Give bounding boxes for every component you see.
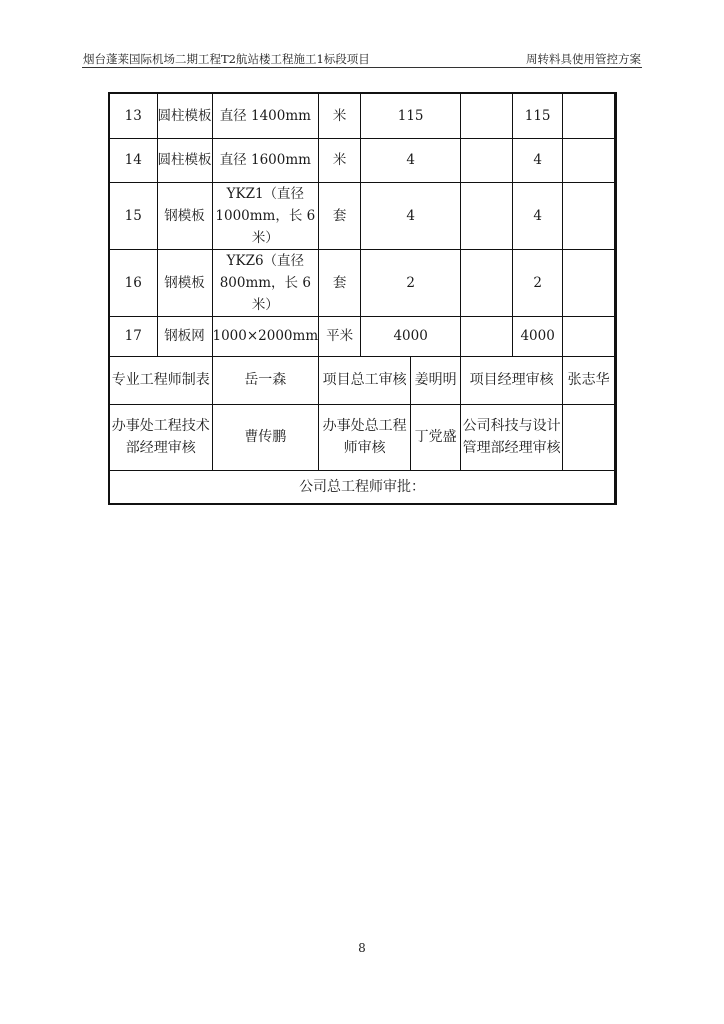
cell-qty2 — [461, 182, 513, 249]
cell-qty3: 4 — [513, 182, 563, 249]
approval-row — [109, 470, 616, 504]
header-project-title: 烟台蓬莱国际机场二期工程T2航站楼工程施工1标段项目 — [83, 52, 370, 66]
sig-name: 曹传鹏 — [212, 404, 319, 470]
table-row — [109, 138, 616, 182]
cell-qty1: 2 — [361, 249, 461, 316]
cell-unit: 米 — [319, 138, 361, 182]
cell-no: 17 — [109, 316, 157, 356]
sig-label: 公司科技与设计管理部经理审核 — [461, 404, 563, 470]
sig-label: 办事处总工程师审核 — [319, 404, 411, 470]
sig-label: 办事处工程技术部经理审核 — [109, 404, 212, 470]
cell-spec: YKZ6（直径800mm，长 6米） — [212, 249, 319, 316]
sig-name: 丁党盛 — [411, 404, 461, 470]
cell-spec: YKZ1（直径1000mm，长 6米） — [212, 182, 319, 249]
signature-row — [109, 356, 616, 404]
cell-qty2 — [461, 249, 513, 316]
cell-unit: 套 — [319, 182, 361, 249]
cell-c9 — [615, 249, 617, 316]
cell-qty1: 4 — [361, 182, 461, 249]
cell-c8 — [563, 182, 615, 249]
header-divider — [82, 67, 642, 68]
cell-c8 — [563, 316, 615, 356]
cell-c8 — [563, 93, 615, 138]
sig-name — [563, 404, 615, 470]
cell-qty1: 4000 — [361, 316, 461, 356]
sig-name: 岳一森 — [212, 356, 319, 404]
materials-table — [108, 92, 617, 505]
cell-qty2 — [461, 138, 513, 182]
signature-row — [109, 404, 616, 470]
cell-c9 — [615, 138, 617, 182]
cell-name: 钢板网 — [157, 316, 212, 356]
cell-no: 15 — [109, 182, 157, 249]
table-row — [109, 249, 616, 316]
cell-no: 14 — [109, 138, 157, 182]
cell-c9 — [615, 316, 617, 356]
cell-qty3: 4 — [513, 138, 563, 182]
cell-c9 — [615, 93, 617, 138]
sig-label: 项目总工审核 — [319, 356, 411, 404]
cell-qty1: 4 — [361, 138, 461, 182]
cell-unit: 套 — [319, 249, 361, 316]
cell-qty3: 115 — [513, 93, 563, 138]
sig-label: 项目经理审核 — [461, 356, 563, 404]
cell-unit: 平米 — [319, 316, 361, 356]
cell-spec: 直径 1400mm — [212, 93, 319, 138]
cell-qty3: 4000 — [513, 316, 563, 356]
table-row — [109, 93, 616, 138]
cell-unit: 米 — [319, 93, 361, 138]
cell-spec: 1000×2000mm — [212, 316, 319, 356]
cell-c8 — [563, 138, 615, 182]
cell-qty2 — [461, 93, 513, 138]
page-number: 8 — [358, 941, 366, 955]
cell-no: 13 — [109, 93, 157, 138]
cell-c9 — [615, 182, 617, 249]
table-row — [109, 316, 616, 356]
header-doc-title: 周转料具使用管控方案 — [526, 52, 641, 66]
cell-c8 — [563, 249, 615, 316]
sig-name: 张志华 — [563, 356, 615, 404]
cell-no: 16 — [109, 249, 157, 316]
cell-spec: 直径 1600mm — [212, 138, 319, 182]
cell-name: 钢模板 — [157, 249, 212, 316]
sig-label: 专业工程师制表 — [109, 356, 212, 404]
cell-name: 圆柱模板 — [157, 138, 212, 182]
cell-qty2 — [461, 316, 513, 356]
sig-name: 姜明明 — [411, 356, 461, 404]
table-row — [109, 182, 616, 249]
approval-label: 公司总工程师审批： — [109, 470, 615, 504]
cell-qty1: 115 — [361, 93, 461, 138]
cell-name: 圆柱模板 — [157, 93, 212, 138]
cell-qty3: 2 — [513, 249, 563, 316]
cell-name: 钢模板 — [157, 182, 212, 249]
